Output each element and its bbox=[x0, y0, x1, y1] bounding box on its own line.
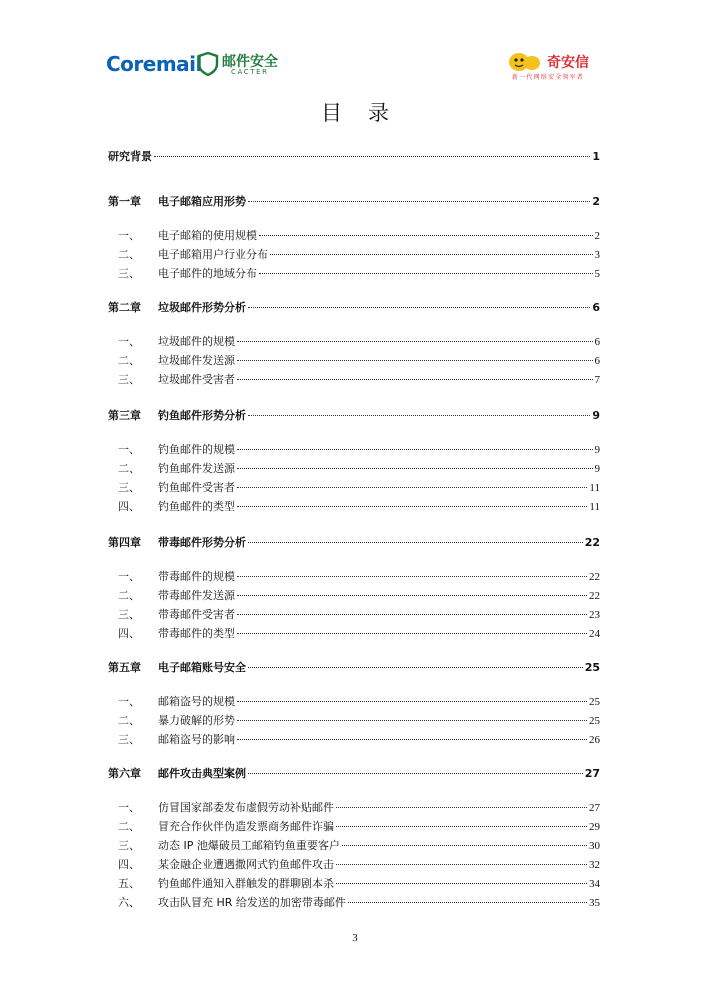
toc-dot-leader bbox=[237, 701, 587, 702]
qax-slogan: 新一代网络安全领军者 bbox=[512, 74, 585, 81]
toc-section-entry[interactable] bbox=[108, 228, 600, 244]
toc-dot-leader bbox=[237, 576, 587, 577]
toc-chapter-entry[interactable] bbox=[108, 535, 600, 551]
toc-dot-leader bbox=[237, 487, 587, 488]
toc-entry-page: 9 bbox=[592, 409, 600, 422]
toc-dot-leader bbox=[336, 807, 587, 808]
toc-dot-leader bbox=[237, 341, 593, 342]
toc-entry-page: 23 bbox=[589, 609, 600, 621]
toc-dot-leader bbox=[336, 826, 587, 827]
toc-entry-number: 三、 bbox=[118, 373, 140, 386]
mascot-logo-icon bbox=[507, 51, 543, 73]
toc-dot-leader bbox=[348, 902, 587, 903]
toc-entry-number: 二、 bbox=[118, 820, 140, 833]
toc-section-entry[interactable] bbox=[108, 569, 600, 585]
toc-dot-leader bbox=[237, 614, 587, 615]
toc-entry-page: 3 bbox=[594, 249, 600, 261]
toc-entry-page: 22 bbox=[589, 571, 600, 583]
toc-entry-page: 11 bbox=[589, 482, 600, 494]
toc-dot-leader bbox=[237, 633, 587, 634]
toc-entry-number: 一、 bbox=[118, 443, 140, 456]
toc-chapter-entry[interactable] bbox=[108, 300, 600, 316]
toc-dot-leader bbox=[248, 201, 590, 202]
toc-entry-title: 研究背景 bbox=[108, 150, 152, 163]
toc-entry-title: 电子邮箱账号安全 bbox=[158, 661, 246, 674]
toc-section-entry[interactable] bbox=[108, 334, 600, 350]
toc-entry-page: 7 bbox=[594, 374, 600, 386]
toc-dot-leader bbox=[237, 449, 593, 450]
toc-entry-number: 第四章 bbox=[108, 536, 141, 549]
toc-entry-number: 二、 bbox=[118, 589, 140, 602]
toc-entry-title: 电子邮箱的使用规模 bbox=[158, 229, 257, 242]
toc-section-entry[interactable] bbox=[108, 694, 600, 710]
toc-entry-title: 钓鱼邮件发送源 bbox=[158, 462, 235, 475]
toc-chapter-entry[interactable] bbox=[108, 149, 600, 165]
toc-dot-leader bbox=[270, 254, 593, 255]
toc-entry-number: 四、 bbox=[118, 858, 140, 871]
toc-dot-leader bbox=[237, 720, 587, 721]
toc-entry-number: 第一章 bbox=[108, 195, 141, 208]
toc-entry-title: 某金融企业遭遇撒网式钓鱼邮件攻击 bbox=[158, 858, 334, 871]
toc-entry-number: 一、 bbox=[118, 570, 140, 583]
toc-chapter-entry[interactable] bbox=[108, 660, 600, 676]
toc-dot-leader bbox=[248, 667, 583, 668]
qax-logo-text: 奇安信 bbox=[547, 55, 589, 71]
toc-section-entry[interactable] bbox=[108, 876, 600, 892]
cacter-logo-subtext: CACTER bbox=[231, 68, 269, 76]
toc-entry-title: 垃圾邮件受害者 bbox=[158, 373, 235, 386]
toc-dot-leader bbox=[336, 864, 587, 865]
toc-dot-leader bbox=[259, 235, 593, 236]
toc-entry-page: 2 bbox=[592, 195, 600, 208]
toc-entry-number: 三、 bbox=[118, 481, 140, 494]
toc-entry-number: 六、 bbox=[118, 896, 140, 909]
toc-entry-page: 29 bbox=[589, 821, 600, 833]
toc-entry-number: 一、 bbox=[118, 229, 140, 242]
toc-entry-number: 四、 bbox=[118, 627, 140, 640]
toc-entry-number: 二、 bbox=[118, 714, 140, 727]
toc-section-entry[interactable] bbox=[108, 626, 600, 642]
toc-dot-leader bbox=[237, 506, 587, 507]
toc-section-entry[interactable] bbox=[108, 713, 600, 729]
toc-dot-leader bbox=[248, 542, 583, 543]
toc-entry-title: 钓鱼邮件的类型 bbox=[158, 500, 235, 513]
toc-section-entry[interactable] bbox=[108, 353, 600, 369]
toc-dot-leader bbox=[248, 415, 590, 416]
toc-entry-title: 邮箱盗号的影响 bbox=[158, 733, 235, 746]
toc-dot-leader bbox=[237, 379, 593, 380]
toc-section-entry[interactable] bbox=[108, 480, 600, 496]
toc-entry-number: 第二章 bbox=[108, 301, 141, 314]
toc-section-entry[interactable] bbox=[108, 857, 600, 873]
toc-section-entry[interactable] bbox=[108, 895, 600, 911]
toc-dot-leader bbox=[237, 468, 593, 469]
toc-dot-leader bbox=[237, 739, 587, 740]
page-title: 目录 bbox=[321, 101, 415, 125]
toc-entry-number: 五、 bbox=[118, 877, 140, 890]
toc-entry-title: 邮箱盗号的规模 bbox=[158, 695, 235, 708]
toc-chapter-entry[interactable] bbox=[108, 408, 600, 424]
toc-entry-number: 三、 bbox=[118, 267, 140, 280]
toc-dot-leader bbox=[248, 307, 590, 308]
toc-entry-page: 6 bbox=[594, 355, 600, 367]
toc-entry-number: 三、 bbox=[118, 608, 140, 621]
toc-entry-number: 二、 bbox=[118, 248, 140, 261]
toc-section-entry[interactable] bbox=[108, 819, 600, 835]
toc-chapter-entry[interactable] bbox=[108, 766, 600, 782]
toc-entry-number: 第五章 bbox=[108, 661, 141, 674]
toc-dot-leader bbox=[154, 156, 590, 157]
toc-entry-title: 攻击队冒充 HR 给发送的加密带毒邮件 bbox=[158, 896, 346, 909]
toc-entry-number: 一、 bbox=[118, 801, 140, 814]
toc-entry-title: 电子邮件的地域分布 bbox=[158, 267, 257, 280]
toc-dot-leader bbox=[237, 595, 587, 596]
toc-entry-title: 垃圾邮件形势分析 bbox=[158, 301, 246, 314]
toc-entry-number: 第六章 bbox=[108, 767, 141, 780]
toc-section-entry[interactable] bbox=[108, 838, 600, 854]
toc-entry-title: 电子邮箱用户行业分布 bbox=[158, 248, 268, 261]
toc-entry-page: 6 bbox=[592, 301, 600, 314]
toc-entry-title: 动态 IP 池爆破员工邮箱钓鱼重要客户 bbox=[158, 839, 340, 852]
toc-entry-page: 25 bbox=[589, 696, 600, 708]
toc-entry-title: 钓鱼邮件形势分析 bbox=[158, 409, 246, 422]
toc-entry-page: 30 bbox=[589, 840, 600, 852]
toc-dot-leader bbox=[259, 273, 593, 274]
toc-entry-page: 2 bbox=[594, 230, 600, 242]
toc-entry-page: 9 bbox=[594, 444, 600, 456]
toc-entry-title: 带毒邮件受害者 bbox=[158, 608, 235, 621]
shield-logo-icon bbox=[197, 52, 219, 76]
toc-entry-number: 四、 bbox=[118, 500, 140, 513]
toc-entry-page: 11 bbox=[589, 501, 600, 513]
toc-entry-page: 25 bbox=[584, 661, 600, 674]
page-header bbox=[0, 0, 710, 90]
toc-entry-title: 垃圾邮件的规模 bbox=[158, 335, 235, 348]
toc-entry-page: 24 bbox=[589, 628, 600, 640]
toc-entry-title: 邮件攻击典型案例 bbox=[158, 767, 246, 780]
toc-entry-page: 22 bbox=[589, 590, 600, 602]
toc-dot-leader bbox=[237, 360, 593, 361]
toc-entry-number: 一、 bbox=[118, 695, 140, 708]
toc-entry-page: 32 bbox=[589, 859, 600, 871]
toc-section-entry[interactable] bbox=[108, 800, 600, 816]
toc-entry-page: 6 bbox=[594, 336, 600, 348]
toc-entry-page: 34 bbox=[589, 878, 600, 890]
toc-chapter-entry[interactable] bbox=[108, 194, 600, 210]
toc-entry-title: 钓鱼邮件的规模 bbox=[158, 443, 235, 456]
toc-entry-title: 带毒邮件形势分析 bbox=[158, 536, 246, 549]
toc-section-entry[interactable] bbox=[108, 461, 600, 477]
toc-entry-number: 三、 bbox=[118, 839, 140, 852]
toc-entry-page: 9 bbox=[594, 463, 600, 475]
toc-section-entry[interactable] bbox=[108, 607, 600, 623]
toc-entry-page: 35 bbox=[589, 897, 600, 909]
toc-entry-page: 26 bbox=[589, 734, 600, 746]
toc-entry-number: 二、 bbox=[118, 354, 140, 367]
toc-entry-page: 22 bbox=[584, 536, 600, 549]
toc-dot-leader bbox=[342, 845, 587, 846]
toc-section-entry[interactable] bbox=[108, 266, 600, 282]
toc-section-entry[interactable] bbox=[108, 247, 600, 263]
page-number: 3 bbox=[352, 932, 358, 944]
toc-entry-title: 暴力破解的形势 bbox=[158, 714, 235, 727]
toc-dot-leader bbox=[248, 773, 583, 774]
toc-entry-title: 带毒邮件的规模 bbox=[158, 570, 235, 583]
toc-entry-number: 二、 bbox=[118, 462, 140, 475]
toc-section-entry[interactable] bbox=[108, 588, 600, 604]
cacter-logo-text: 邮件安全 bbox=[222, 54, 278, 70]
toc-entry-title: 垃圾邮件发送源 bbox=[158, 354, 235, 367]
toc-entry-title: 带毒邮件的类型 bbox=[158, 627, 235, 640]
toc-section-entry[interactable] bbox=[108, 499, 600, 515]
toc-entry-page: 27 bbox=[589, 802, 600, 814]
toc-entry-page: 25 bbox=[589, 715, 600, 727]
toc-section-entry[interactable] bbox=[108, 372, 600, 388]
toc-section-entry[interactable] bbox=[108, 732, 600, 748]
toc-entry-title: 钓鱼邮件通知入群触发的群聊剧本杀 bbox=[158, 877, 334, 890]
toc-dot-leader bbox=[336, 883, 587, 884]
toc-entry-page: 1 bbox=[592, 150, 600, 163]
coremail-logo: Coremail bbox=[106, 52, 202, 76]
toc-entry-title: 带毒邮件发送源 bbox=[158, 589, 235, 602]
toc-entry-title: 电子邮箱应用形势 bbox=[158, 195, 246, 208]
toc-section-entry[interactable] bbox=[108, 442, 600, 458]
toc-entry-page: 5 bbox=[594, 268, 600, 280]
toc-entry-number: 三、 bbox=[118, 733, 140, 746]
toc-entry-number: 一、 bbox=[118, 335, 140, 348]
toc-entry-title: 冒充合作伙伴伪造发票商务邮件诈骗 bbox=[158, 820, 334, 833]
toc-entry-page: 27 bbox=[584, 767, 600, 780]
toc-entry-number: 第三章 bbox=[108, 409, 141, 422]
toc-entry-title: 仿冒国家部委发布虚假劳动补贴邮件 bbox=[158, 801, 334, 814]
toc-entry-title: 钓鱼邮件受害者 bbox=[158, 481, 235, 494]
